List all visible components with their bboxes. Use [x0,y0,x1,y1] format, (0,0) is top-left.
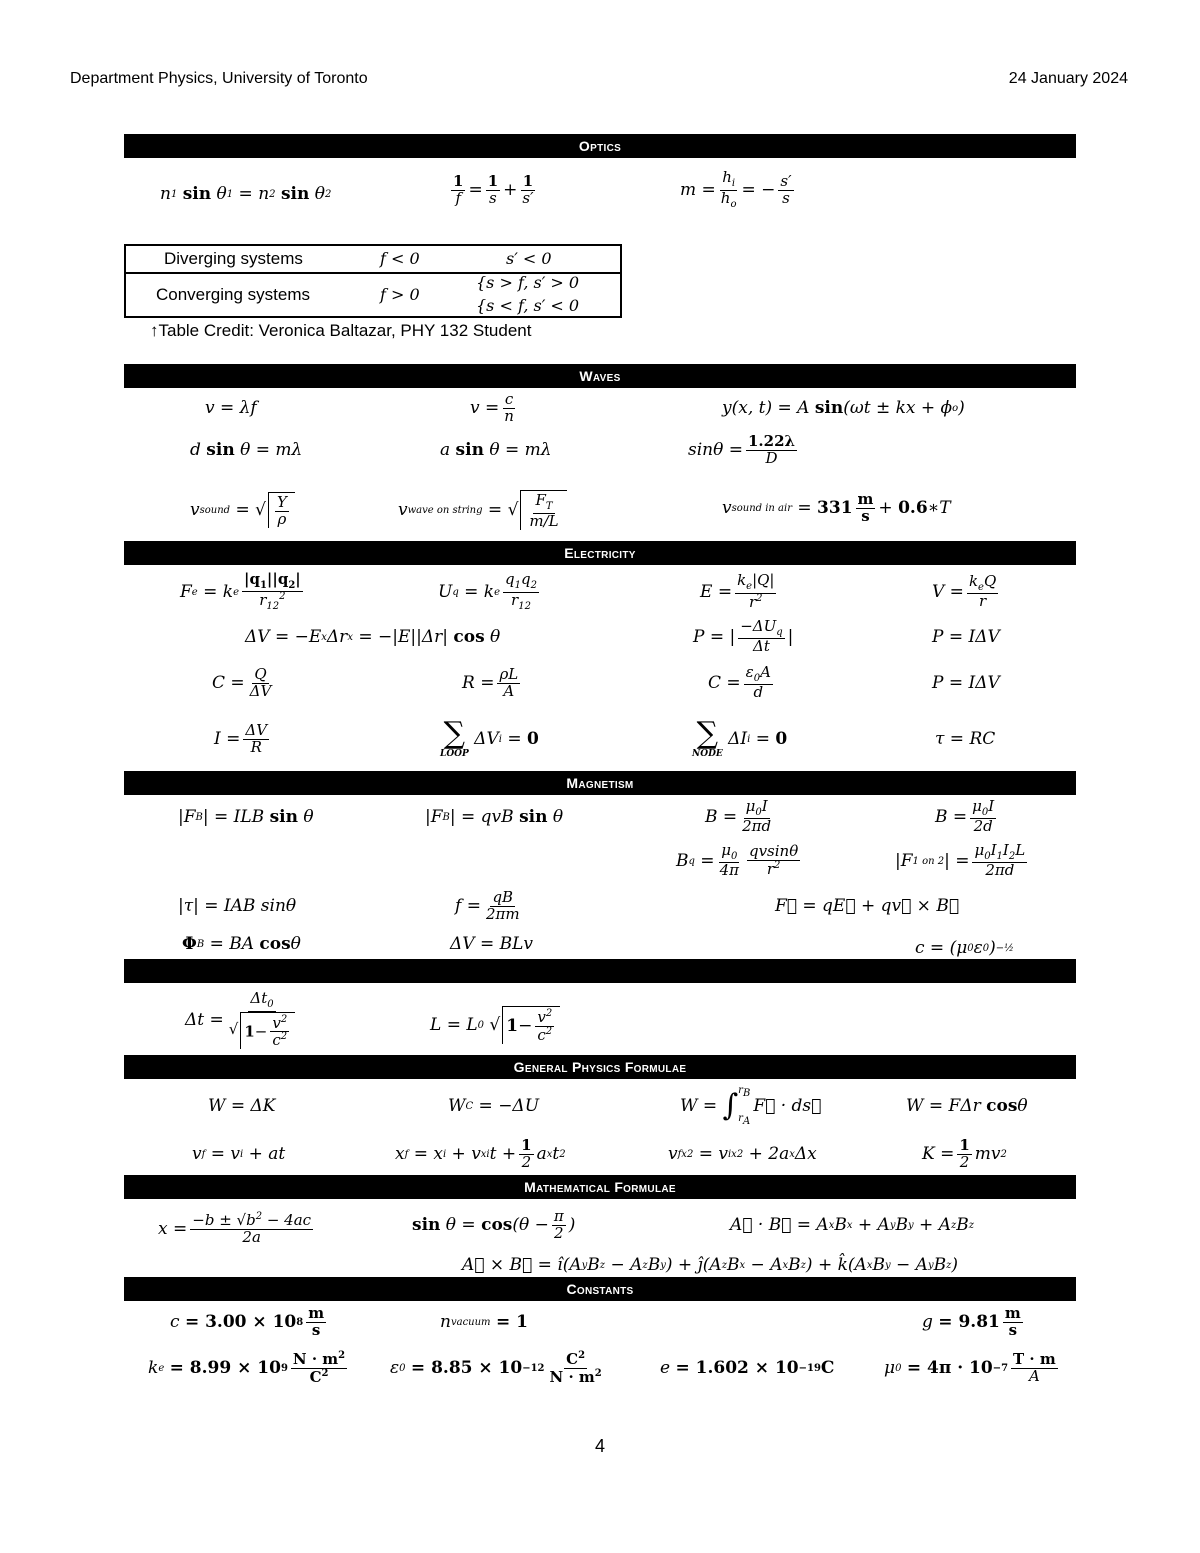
table-credit: ↑Table Credit: Veronica Baltazar, PHY 132 Student [150,321,532,340]
eq-power-2: P = IΔV [932,673,1000,693]
converging-s1: {s > f, s′ > 0 [476,273,580,292]
eq-cross-product: A⃗ × B⃗ = î(A y B z − A z B y ) + ĵ(A z B x − A x B z ) + k̂(A x B y − A y B z ) [462,1255,959,1275]
eq-parallel-plate: C = $\frac{\varepsilon_0A}{d}$ [708,662,771,702]
eq-force-wires: |F 1 on 2 | = $\frac{\mu_0I_1I_2L}{2\pi d}$ [895,840,1026,880]
diverging-s: s′ < 0 [506,249,552,268]
eq-snell: n 1 sin θ 1 = n 2 sin θ 2 [160,184,332,204]
eq-light-speed: v = $\frac{c}{n}$ [470,389,514,425]
eq-dot-product: A⃗ · B⃗ = A x B x + A y B y + A z B z [730,1215,975,1235]
eq-potential-energy: U q = k e $\frac{q_1q_2}{r_{12}}$ [438,570,537,612]
eq-single-slit: a sin θ = mλ [440,440,552,460]
eq-power-potential: P = | $\frac{-\Delta U_q}{\Delta t}$ | [693,616,794,656]
eq-quadratic: x = $\frac{-b \pm √b^2 - 4ac}{2a}$ [158,1211,312,1246]
eq-work-integral: W = ∫ $r_B$ $r_A$ F⃗ · ds⃗ [680,1085,822,1127]
eq-work-constant: W = FΔr cos θ [906,1096,1028,1116]
section-waves: Waves [124,364,1076,388]
const-n-vacuum: n vacuum = 1 [440,1312,528,1332]
const-permittivity: ε 0 = 8.85 × 10 −12 $\frac{C^2}{N \cdot m^2}$ [390,1349,602,1386]
eq-work-energy: W = ΔK [208,1096,276,1116]
diverging-label: Diverging systems [164,249,303,268]
eq-sin-cos: sin θ = cos (θ − $\frac{\pi}{2}$ ) [412,1206,576,1242]
section-constants: Constants [124,1277,1076,1301]
eq-force-wire: |F B | = ILB sin θ [178,807,314,827]
const-electron-charge: e = 1.602 × 10 −19 C [660,1358,835,1378]
converging-label: Converging systems [156,285,311,304]
eq-power-1: P = IΔV [932,627,1000,647]
lens-table [124,244,622,318]
eq-point-potential: V = $\frac{k_eQ}{r}$ [932,571,997,611]
eq-string-speed: v wave on string = √ $\frac{F_T}{m/L}$ [398,490,567,530]
const-permeability: μ 0 = 4π · 10 −7 $\frac{T \cdot m}{A}$ [884,1349,1056,1385]
header-date: 24 January 2024 [1008,70,1128,87]
section-magnetism: Magnetism [124,771,1076,795]
section-electricity: Electricity [124,541,1076,565]
eq-lens: $\frac{1}{f}$ = $\frac{1}{s}$ + $\frac{1}{s'}$ [453,171,534,207]
eq-torque: |τ| = IAB sinθ [178,896,297,916]
converging-f: f > 0 [380,285,420,304]
eq-time-dilation: Δt = $\Delta t_0$ √ 1− $\frac{v^2}{c^2}$ [185,990,300,1050]
eq-velocity: v f = v i + at [192,1144,286,1164]
const-speed-light: c = 3.00 × 10 8 $\frac{m}{s}$ [170,1303,325,1339]
eq-lorentz: F⃗ = qE⃗ + qv⃗ × B⃗ [775,896,960,916]
diverging-f: f < 0 [380,249,420,268]
section-general-physics: General Physics Formulae [124,1055,1076,1079]
eq-force-charge: |F B | = qvB sin θ [425,807,564,827]
section-optics: Optics [124,134,1076,158]
eq-motional-emf: ΔV = BLv [450,934,533,954]
eq-potential-difference: ΔV = −E x Δr x = −|E||Δr| cos θ [245,627,501,647]
eq-position: x f = x i + v xi t + $\frac{1}{2}$ a x t 2 [395,1135,566,1171]
eq-coulomb-force: F e = k e $\frac{|q_1||q_2|}{r_{12}^2}$ [180,569,301,612]
eq-time-constant: τ = RC [935,729,996,749]
eq-magnification: m = $\frac{h_i}{h_o}$ = − $\frac{s'}{s}$ [680,168,792,210]
const-coulomb: k e = 8.99 × 10 9 $\frac{N \cdot m^2}{C^2}$ [148,1349,346,1386]
eq-speed-light: c = (μ 0 ε 0 ) −½ [915,938,1014,958]
eq-conservative-work: W C = −ΔU [448,1096,540,1116]
eq-flux: Φ B = BA cos θ [182,934,301,954]
eq-double-slit: d sin θ = mλ [190,440,303,460]
eq-velocity-squared: v fx 2 = v ix 2 + 2a x Δx [668,1144,817,1164]
eq-field-charge: B q = $\frac{\mu_0}{4\pi}$ $\frac{qvsin\theta}{r^2}$ [676,840,799,880]
eq-length-contraction: L = L 0 √ 1− $\frac{v^2}{c^2}$ [430,1000,560,1050]
eq-capacitance: C = $\frac{Q}{\Delta V}$ [212,664,272,700]
eq-ohm: I = $\frac{\Delta V}{R}$ [214,720,268,756]
page-number: 4 [594,1436,605,1456]
eq-electric-field: E = $\frac{k_e|Q|}{r^2}$ [700,571,775,611]
eq-kinetic-energy: K = $\frac{1}{2}$ mv 2 [922,1135,1007,1171]
eq-sound-air: v sound in air = 331 $\frac{m}{s}$ + 0.6 ∗T [722,489,951,525]
eq-cyclotron: f = $\frac{qB}{2\pi m}$ [455,887,520,923]
eq-sound-speed: v sound = √ $\frac{Y}{\rho}$ [190,490,295,530]
eq-rayleigh: sinθ = $\frac{1.22\lambda}{D}$ [688,431,796,467]
const-gravity: g = 9.81 $\frac{m}{s}$ [922,1303,1021,1339]
eq-wave-speed: v = λf [205,398,257,418]
eq-resistance: R = $\frac{\rho L}{A}$ [462,664,519,700]
eq-field-loop: B = $\frac{\mu_0I}{2d}$ [935,796,995,836]
eq-kirchhoff-loop: ∑ LOOP ΔV i = 0 [440,716,539,759]
converging-s2: {s < f, s′ < 0 [476,296,580,315]
header-left: Department Physics, University of Toronto [70,70,368,87]
eq-wave-function: y(x, t) = A sin (ωt ± kx + ϕ o ) [722,398,965,418]
eq-field-wire: B = $\frac{\mu_0I}{2\pi d}$ [705,796,772,836]
eq-kirchhoff-node: ∑ NODE ΔI i = 0 [692,716,788,759]
section-math: Mathematical Formulae [124,1175,1076,1199]
section-relativity [124,959,1076,983]
